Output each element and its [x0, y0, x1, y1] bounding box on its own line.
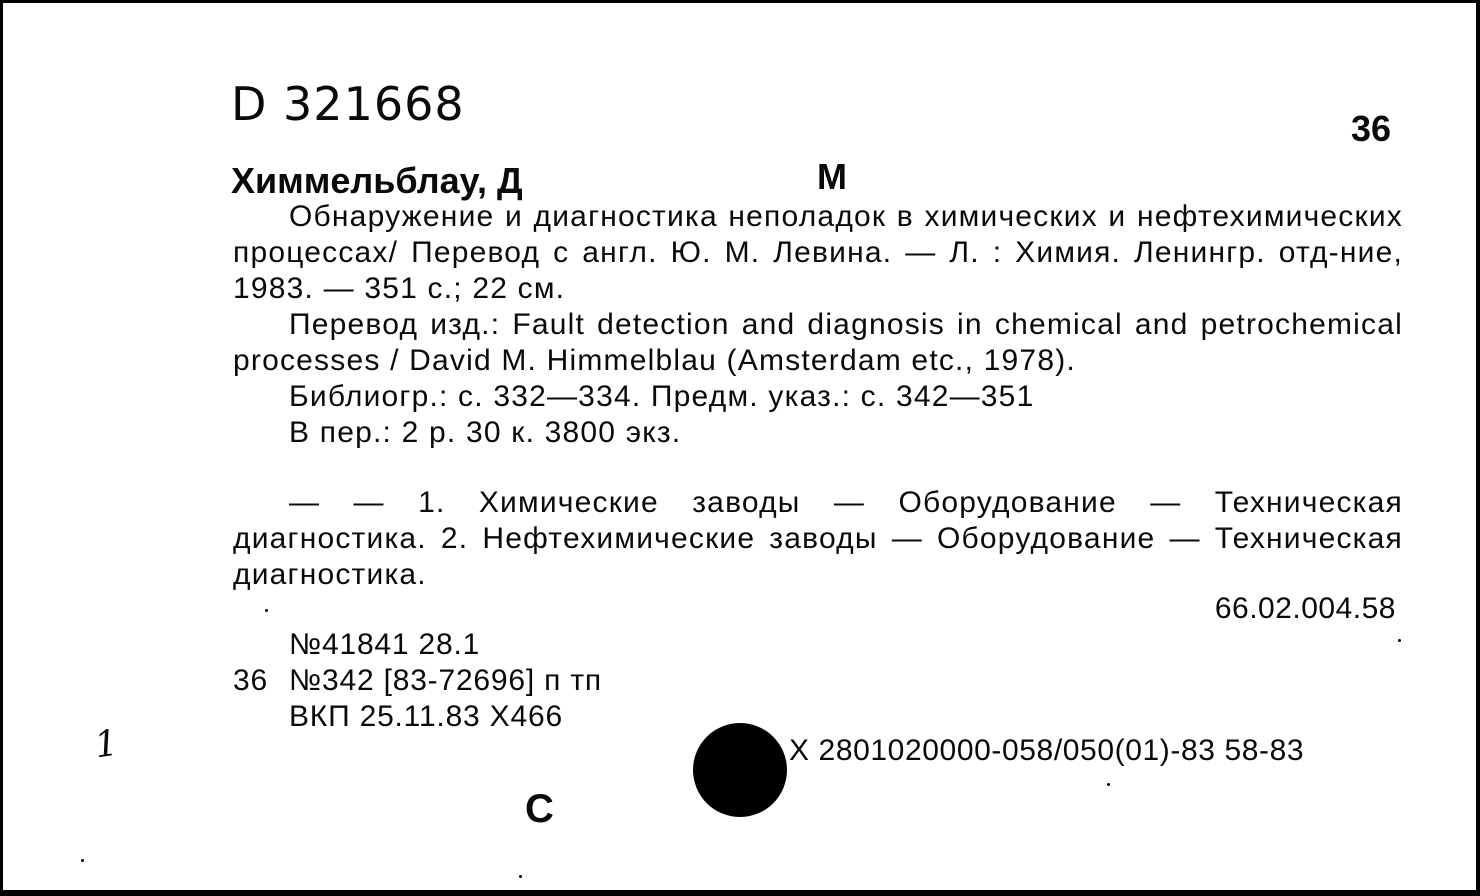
price-note: В пер.: 2 р. 30 к. 3800 экз. [289, 416, 682, 449]
original-title-note: Перевод изд.: Fault detection and diagnosis in chemical and petrochemical processes / David M. Himmelblau (Amsterdam etc., 1978). [233, 308, 1403, 377]
speck-mark [1398, 639, 1401, 642]
title-entry: Обнаружение и диагностика неполадок в химических и нефтехимических процессах/ Перевод с англ. Ю. М. Левина. — Л. : Химия. Ленингр. отд-ние, 1983. — 351 с.; 22 см. [233, 200, 1403, 305]
handwritten-mark: 1 [92, 722, 121, 767]
author-heading: Химмельблау, Д [231, 160, 523, 201]
punch-hole [693, 723, 787, 817]
classification-code: 66.02.004.58 [1214, 592, 1396, 625]
top-right-code: 36 [1351, 108, 1392, 149]
publication-code: X 2801020000-058/050(01)-83 58-83 [789, 734, 1305, 767]
speck-mark [519, 875, 522, 878]
subject-headings: — — 1. Химические заводы — Оборудование — Техническая диагностика. 2. Нефтехимические заводы — Оборудование — Техническая диагностика. [233, 486, 1403, 591]
speck-mark [1107, 783, 1110, 786]
bibliography-note: Библиогр.: с. 332—334. Предм. указ.: с. 342—351 [289, 380, 1035, 413]
registration-line-2-prefix: 36 [233, 664, 268, 697]
call-number: D 321668 [231, 77, 465, 131]
registration-line-2: №342 [83-72696] п тп [289, 664, 602, 697]
bottom-letter: С [525, 787, 554, 831]
speck-mark [81, 859, 84, 862]
registration-line-1: №41841 28.1 [289, 628, 481, 661]
speck-mark [265, 609, 268, 612]
author-mark: М [817, 156, 847, 197]
registration-line-3: ВКП 25.11.83 X466 [289, 700, 563, 733]
